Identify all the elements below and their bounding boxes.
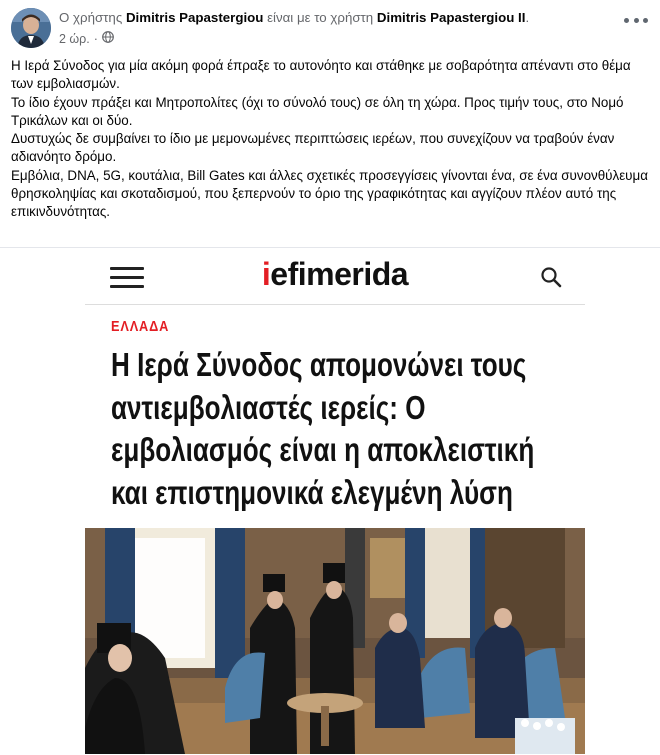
post-paragraph: Η Ιερά Σύνοδος για μία ακόμη φορά έπραξε το αυτονόητο και στάθηκε με σοβαρότητα απέναντι στο θέμα των εμβολιασμών. (11, 58, 631, 92)
meta-separator: · (93, 31, 98, 46)
logo-i: i (261, 256, 271, 292)
author-line (59, 10, 529, 25)
hamburger-menu-icon (110, 267, 144, 289)
logo-text: efimerida (270, 256, 409, 292)
post-text (11, 57, 651, 222)
post-header (0, 0, 660, 52)
article-headline: Η Ιερά Σύνοδος απομονώνει τους αντιεμβολιαστές ιερείς: Ο εμβολιασμός είναι η αποκλειστική και επιστημονικά ελεγμένη λύση (111, 346, 535, 511)
site-logo (235, 256, 435, 293)
article-photo (85, 528, 585, 754)
site-header (85, 248, 585, 305)
globe-icon (102, 31, 114, 46)
more-options-icon[interactable] (624, 12, 648, 28)
tagged-user-link[interactable]: Dimitris Papastergiou II (376, 10, 526, 25)
search-icon (540, 266, 562, 288)
shared-article-screenshot[interactable] (85, 248, 585, 754)
with-text: είναι με το χρήστη (267, 10, 374, 25)
article-category: ΕΛΛΑΔΑ (111, 318, 170, 335)
author-suffix: . (525, 10, 530, 25)
post-meta (59, 31, 114, 46)
post-paragraph: Δυστυχώς δε συμβαίνει το ίδιο με μεμονωμένες περιπτώσεις ιερέων, που συνεχίζουν να τραβούν έναν αδιανόητο δρόμο. (11, 131, 615, 165)
author-avatar[interactable] (11, 8, 51, 48)
feedback-tab[interactable] (641, 716, 656, 748)
post-timestamp[interactable]: 2 ώρ. (59, 31, 90, 46)
post-paragraph: Το ίδιο έχουν πράξει και Μητροπολίτες (όχι το σύνολό τους) σε όλη τη χώρα. Προς τιμήν τους, στο Νομό Τρικάλων και οι δύο. (11, 94, 624, 128)
author-name-link[interactable]: Dimitris Papastergiou (125, 10, 264, 25)
author-prefix: Ο χρήστης (59, 10, 123, 25)
post-paragraph: Εμβόλια, DNA, 5G, κουτάλια, Bill Gates και άλλες σχετικές προσεγγίσεις γίνονται ένα, σε ένα συνονθύλευμα θρησκοληψίας και σκοταδισμού, που ξεπερνούν το όριο της γραφικότητας και αγγίζουν πλέον αυτό της επικινδυνότητας. (11, 167, 648, 220)
